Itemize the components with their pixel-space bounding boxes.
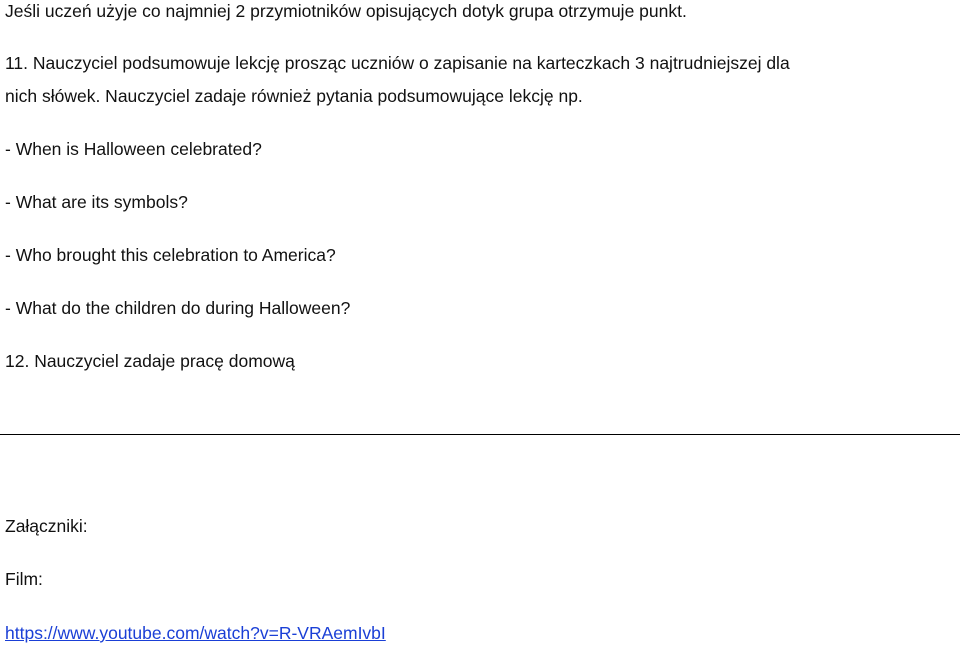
item-11-line-1: 11. Nauczyciel podsumowuje lekcję prosząc uczniów o zapisanie na karteczkach 3 najtrudniejszej dla (5, 53, 790, 73)
film-link[interactable]: https://www.youtube.com/watch?v=R-VRAemIvbI (5, 623, 386, 643)
question-2: - What are its symbols? (5, 192, 188, 212)
question-4: - What do the children do during Halloween? (5, 298, 351, 318)
film-label: Film: (5, 569, 43, 589)
text-line-points-rule: Jeśli uczeń użyje co najmniej 2 przymiotników opisujących dotyk grupa otrzymuje punkt. (5, 1, 687, 21)
question-1: - When is Halloween celebrated? (5, 139, 262, 159)
horizontal-divider (0, 434, 960, 435)
question-3: - Who brought this celebration to America? (5, 245, 336, 265)
item-12: 12. Nauczyciel zadaje pracę domową (5, 351, 295, 371)
attachments-label: Załączniki: (5, 516, 88, 536)
item-11-line-2: nich słówek. Nauczyciel zadaje również pytania podsumowujące lekcję np. (5, 86, 583, 106)
